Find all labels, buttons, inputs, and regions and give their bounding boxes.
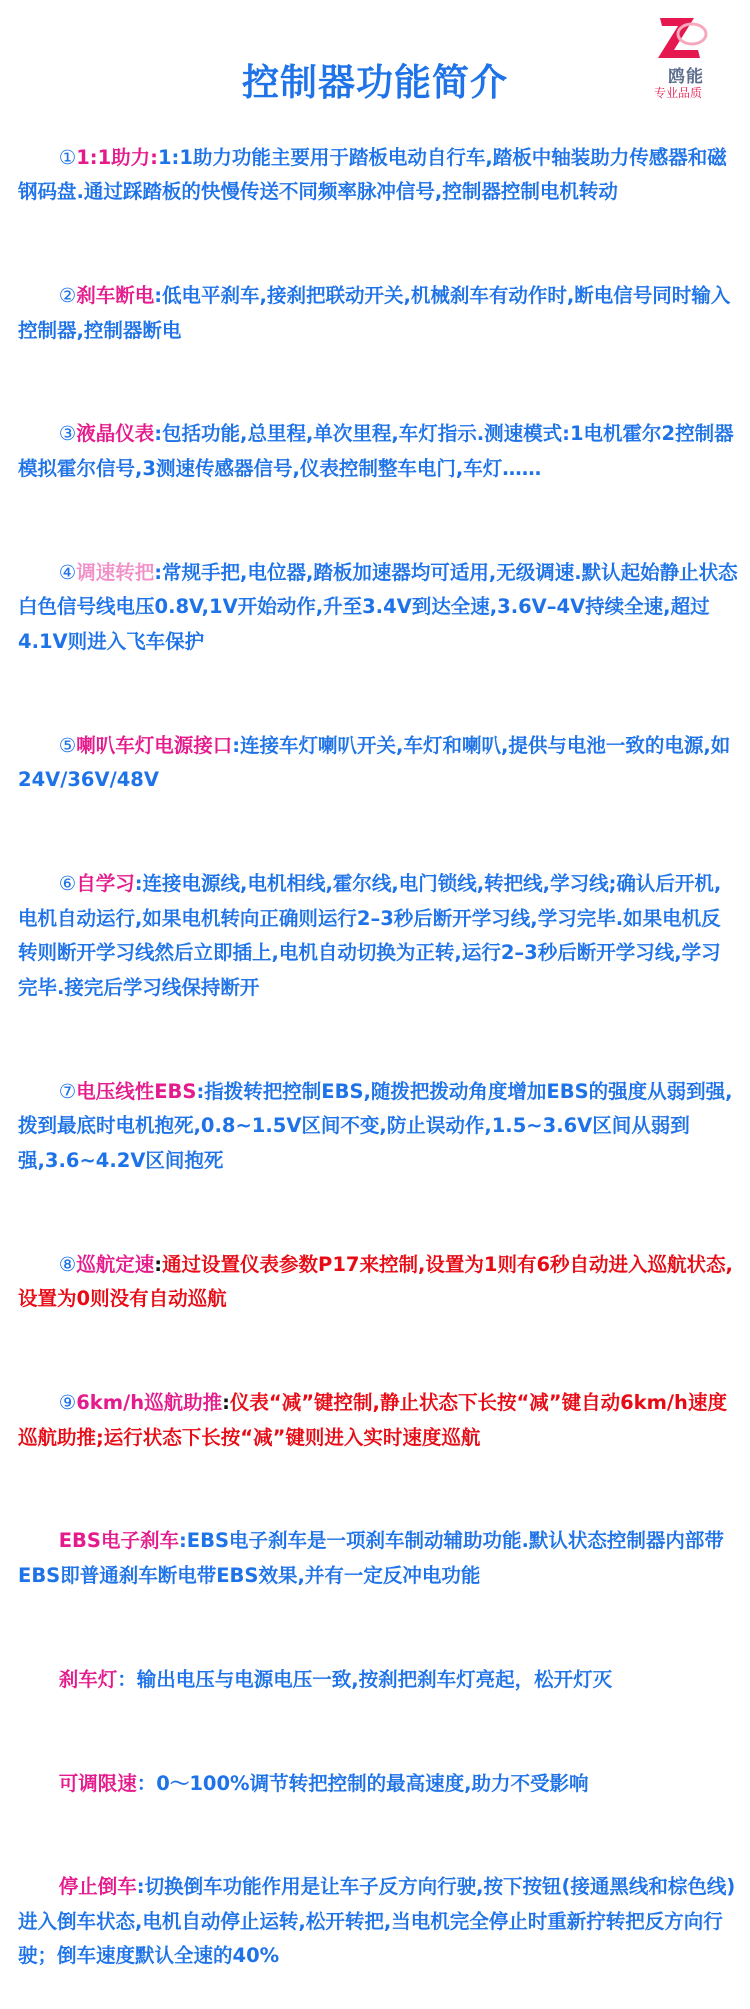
feature-item [18,1836,740,2009]
item-text: 常规手把,电位器,踏板加速器均可适用,无级调速.默认起始静止状态白色信号线电压0.8V,1V开始动作,升至3.4V到达全速,3.6V–4V持续全速,超过4.1V则进入飞车保护 [18,560,738,653]
item-heading: 刹车灯 [58,1667,118,1691]
page-title: 控制器功能简介 [242,61,508,104]
item-number: ② [58,283,77,307]
item-text: 0～100%调节转把控制的最高速度,助力不受影响 [156,1771,589,1795]
feature-item [18,244,740,382]
logo-tagline: 专业品质 [654,86,703,100]
item-number: ⑦ [58,1079,77,1103]
item-heading: 调速转把 [76,560,155,584]
feature-item [18,1213,740,1351]
item-separator: : [196,1079,205,1103]
item-separator: : [222,1390,230,1414]
item-separator: : [150,145,158,169]
feature-item [18,1628,740,1732]
item-text: 连接电源线,电机相线,霍尔线,电门锁线,转把线,学习线;确认后开机,电机自动运行,如果电机转向正确则运行2–3秒后断开学习线,学习完毕.如果电机反转则断开学习线然后立即插上,电机自动切换为正转,运行2–3秒后断开学习线,学习完毕.接完后学习线保持断开 [18,872,722,999]
item-heading: 液晶仪表 [76,422,155,446]
item-number: ④ [58,560,77,584]
item-text: 包括功能,总里程,单次里程,车灯指示.测速模式:1电机霍尔2控制器模拟霍尔信号,3测速传感器信号,仪表控制整车电门,车灯…… [18,422,734,480]
feature-item [18,1351,740,1489]
item-heading: 自学习 [76,872,135,896]
item-number: ① [58,145,77,169]
item-separator: : [232,733,241,757]
feature-item [18,106,740,244]
item-text: 通过设置仪表参数P17来控制,设置为1则有6秒自动进入巡航状态,设置为0则没有自动巡航 [18,1252,733,1311]
feature-item [18,383,740,521]
item-heading: 停止倒车 [58,1875,137,1899]
feature-item [18,832,740,1040]
item-heading: 1:1助力 [76,145,151,169]
item-separator: : [154,560,163,584]
item-heading: EBS电子刹车 [58,1529,179,1553]
item-heading: 电压线性EBS [76,1079,197,1103]
item-separator: : [154,422,163,446]
item-number: ⑧ [58,1252,77,1276]
item-heading: 6km/h巡航助推 [76,1390,223,1414]
item-heading: 可调限速 [58,1771,137,1795]
item-separator: ： [117,1667,137,1691]
item-separator: : [154,1252,163,1276]
item-separator: : [136,1875,145,1899]
item-heading: 刹车断电 [76,283,155,307]
item-text: EBS电子刹车是一项刹车制动辅助功能.默认状态控制器内部带EBS即普通刹车断电带EBS效果,并有一定反冲电功能 [18,1529,724,1587]
feature-list [18,106,740,2009]
item-heading: 巡航定速 [76,1252,155,1276]
item-text: 输出电压与电源电压一致,按刹把刹车灯亮起，松开灯灭 [136,1667,613,1691]
item-number: ⑤ [58,733,77,757]
item-number: ⑨ [58,1390,77,1414]
item-number: ③ [58,422,77,446]
item-text: 1:1助力功能主要用于踏板电动自行车,踏板中轴装助力传感器和磁钢码盘.通过踩踏板的快慢传送不同频率脉冲信号,控制器控制电机转动 [18,145,727,204]
feature-item [18,694,740,832]
item-separator: ： [136,1771,157,1795]
item-separator: : [134,872,143,896]
item-heading: 喇叭车灯电源接口 [76,733,233,757]
item-text: 指拨转把控制EBS,随拨把拨动角度增加EBS的强度从弱到强,拨到最底时电机抱死,0.8~1.5V区间不变,防止误动作,1.5~3.6V区间从弱到强,3.6~4.2V区间抱死 [18,1079,733,1172]
item-separator: : [178,1529,187,1553]
item-text: 连接车灯喇叭开关,车灯和喇叭,提供与电池一致的电源,如24V/36V/48V [18,733,731,792]
item-text: 低电平刹车,接刹把联动开关,机械刹车有动作时,断电信号同时输入控制器,控制器断电 [18,283,731,342]
item-text: 仪表“减”键控制,静止状态下长按“减”键自动6km/h速度巡航助推;运行状态下长按“减”键则进入实时速度巡航 [18,1390,727,1449]
item-text: 切换倒车功能作用是让车子反方向行驶,按下按钮(接通黑线和棕色线)进入倒车状态,电机自动停止运转,松开转把,当电机完全停止时重新拧转把反方向行驶；倒车速度默认全速的40% [18,1875,736,1968]
feature-item [18,1732,740,1836]
item-separator: : [154,283,163,307]
logo-name: 鸥能 [668,67,704,87]
feature-item [18,521,740,694]
item-number: ⑥ [58,872,77,896]
feature-item [18,1490,740,1628]
feature-item [18,1040,740,1213]
